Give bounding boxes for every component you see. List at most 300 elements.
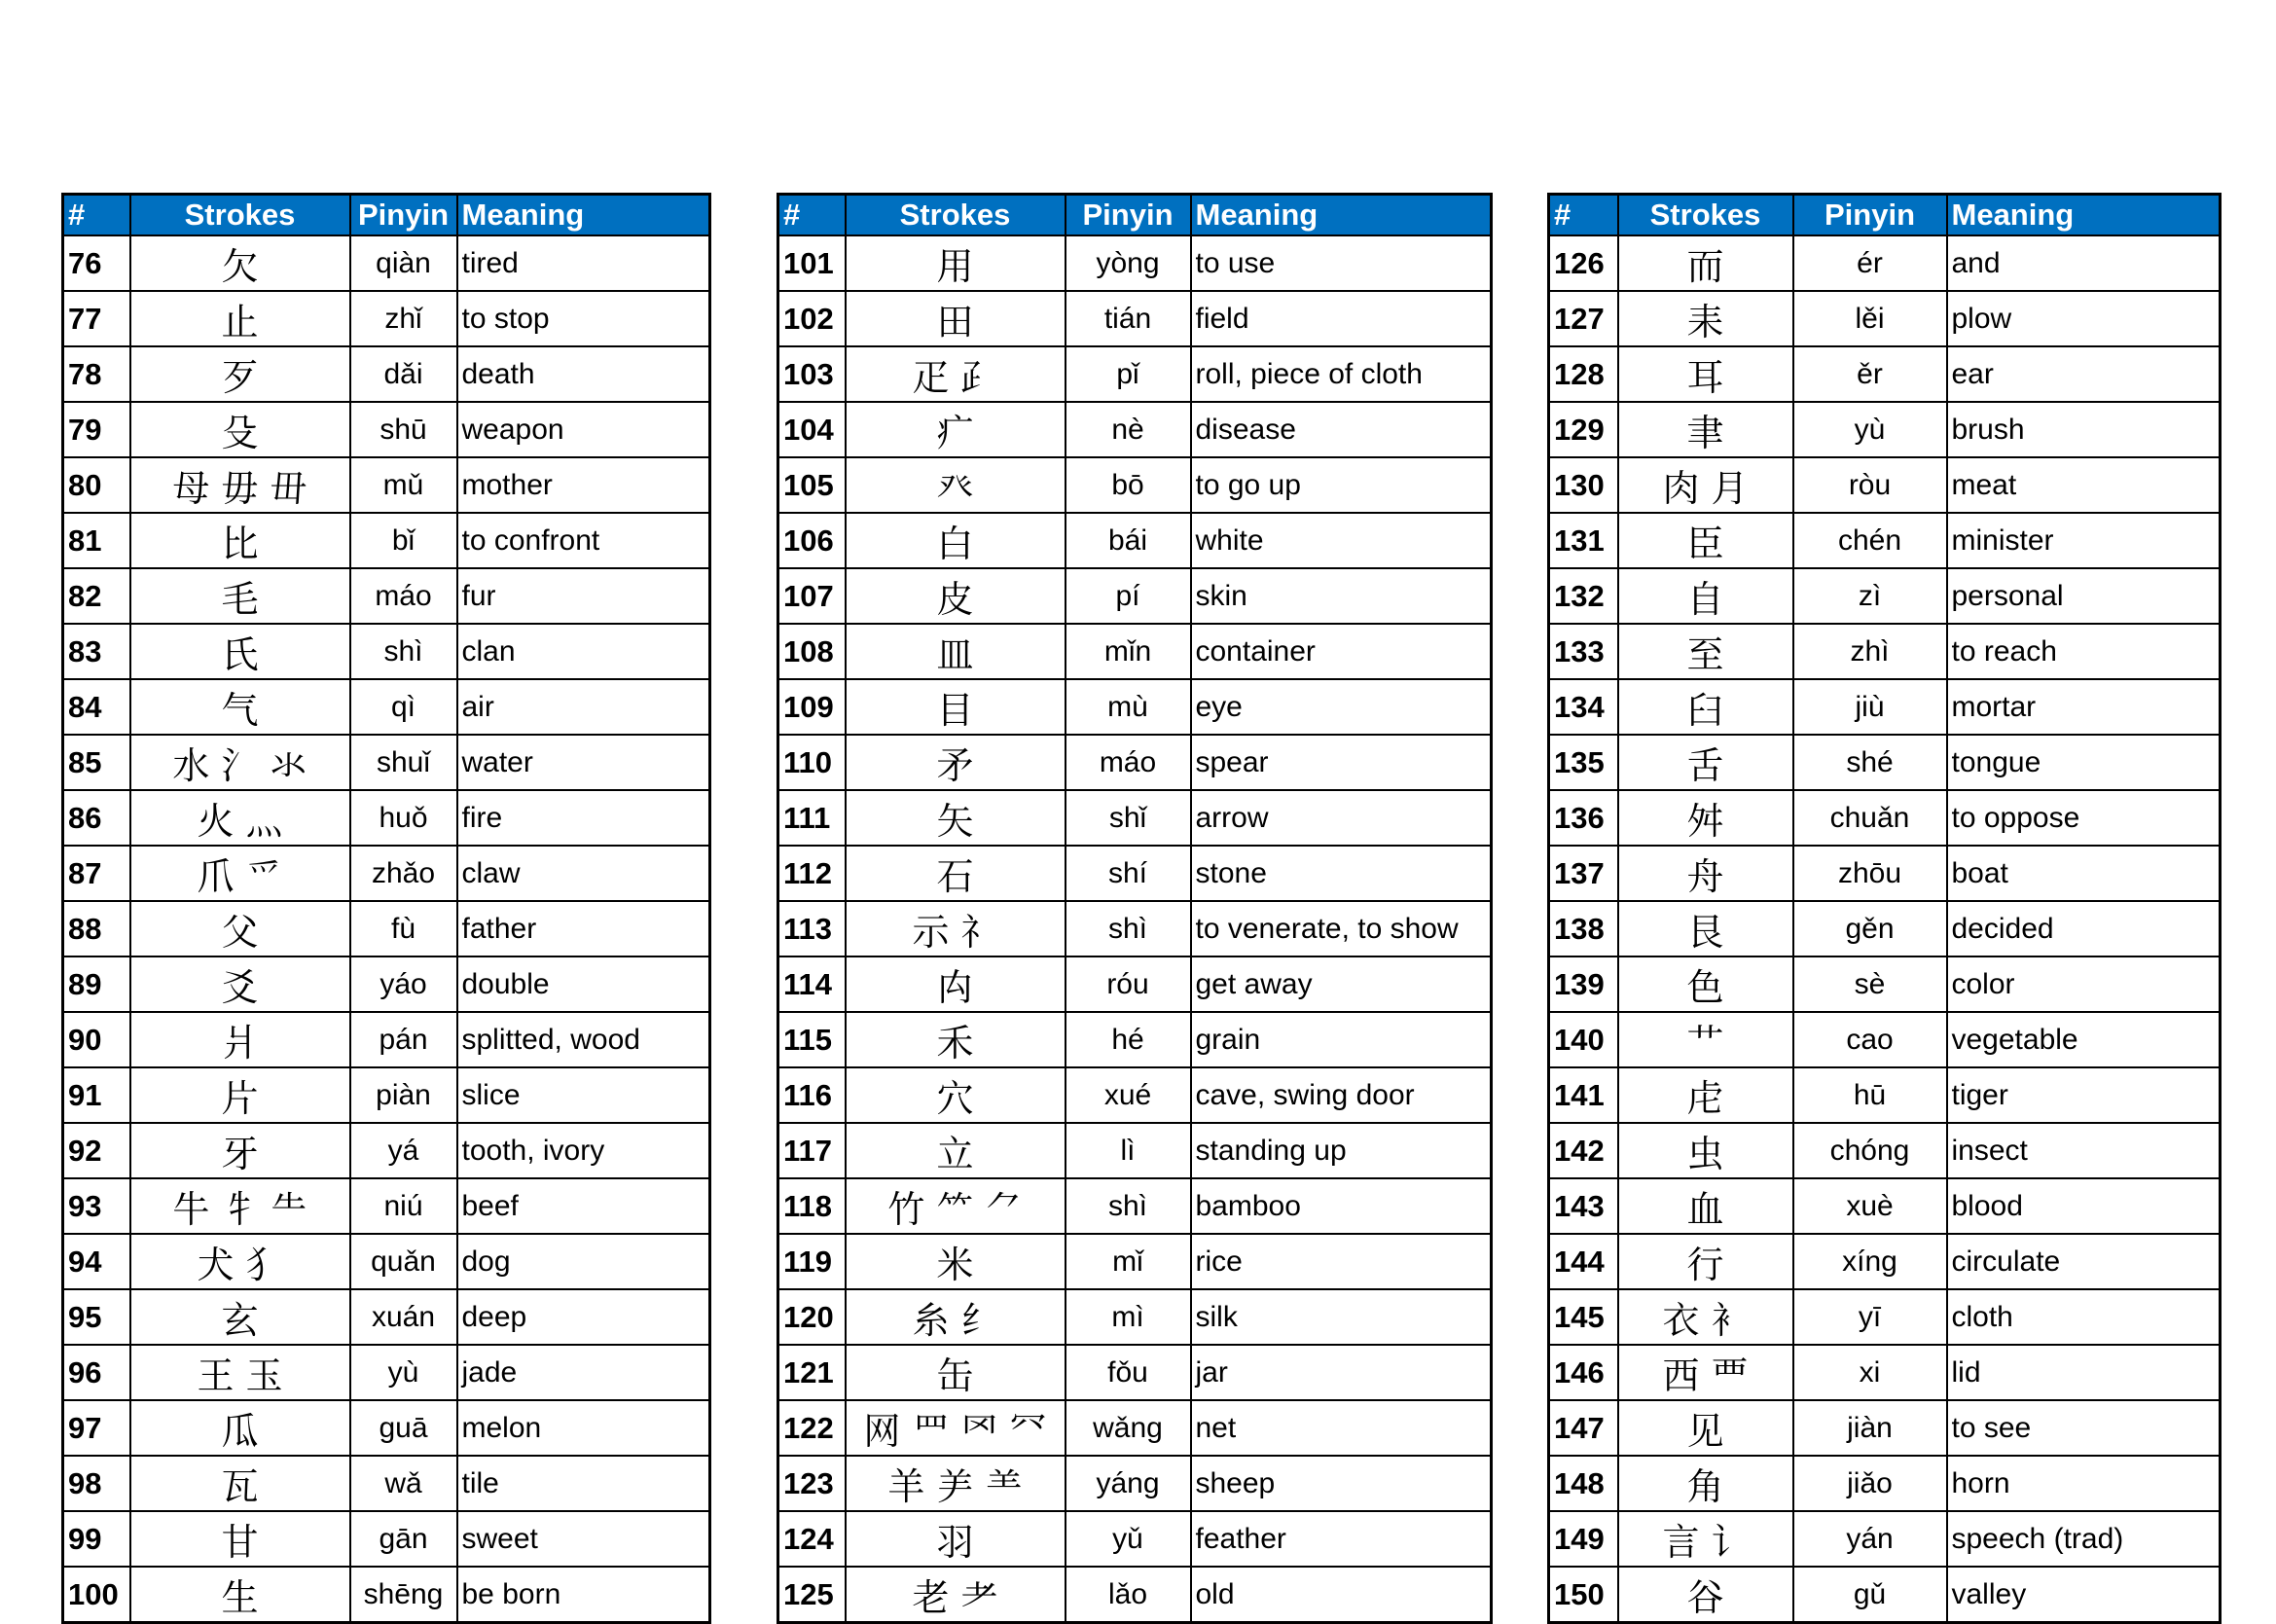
row-number: 140 <box>1549 1012 1618 1067</box>
table-row <box>63 1345 710 1400</box>
row-pinyin: zhì <box>1793 624 1947 679</box>
row-number: 138 <box>1549 901 1618 956</box>
row-meaning: to reach <box>1947 624 2221 679</box>
row-strokes: 石 <box>846 846 1066 901</box>
row-pinyin: gǔ <box>1793 1567 1947 1623</box>
row-strokes: 言 讠 <box>1618 1511 1793 1567</box>
row-meaning: tongue <box>1947 735 2221 790</box>
table-row <box>63 679 710 735</box>
row-pinyin: yù <box>1793 402 1947 457</box>
table-row <box>1549 1178 2221 1234</box>
row-pinyin: bǐ <box>350 513 457 568</box>
row-meaning: speech (trad) <box>1947 1511 2221 1567</box>
header-number: # <box>1549 195 1618 236</box>
row-strokes: 缶 <box>846 1345 1066 1400</box>
row-strokes: 舌 <box>1618 735 1793 790</box>
row-pinyin: mì <box>1066 1289 1191 1345</box>
row-strokes: 竹 ⺮ ⺈ <box>846 1178 1066 1234</box>
row-pinyin: qiàn <box>350 235 457 291</box>
row-pinyin: yáng <box>1066 1456 1191 1511</box>
row-pinyin: cao <box>1793 1012 1947 1067</box>
row-number: 125 <box>778 1567 846 1623</box>
row-number: 91 <box>63 1067 130 1123</box>
row-number: 121 <box>778 1345 846 1400</box>
row-strokes: 爿 <box>130 1012 350 1067</box>
row-strokes: 网 罒 罓 ⺳ <box>846 1400 1066 1456</box>
row-strokes: 牙 <box>130 1123 350 1178</box>
row-pinyin: shuǐ <box>350 735 457 790</box>
table-row <box>1549 735 2221 790</box>
row-pinyin: wǎng <box>1066 1400 1191 1456</box>
table-row <box>778 1345 1492 1400</box>
row-strokes: 疋 ⺪ <box>846 346 1066 402</box>
row-strokes: 母 毋 毌 <box>130 457 350 513</box>
row-pinyin: shí <box>1066 846 1191 901</box>
table-row <box>1549 346 2221 402</box>
row-pinyin: nè <box>1066 402 1191 457</box>
row-pinyin: shì <box>350 624 457 679</box>
row-number: 134 <box>1549 679 1618 735</box>
row-number: 136 <box>1549 790 1618 846</box>
row-strokes: 田 <box>846 291 1066 346</box>
table-row <box>1549 1400 2221 1456</box>
table-row <box>1549 1567 2221 1623</box>
table-row <box>778 1456 1492 1511</box>
row-number: 150 <box>1549 1567 1618 1623</box>
row-meaning: insect <box>1947 1123 2221 1178</box>
row-meaning: to see <box>1947 1400 2221 1456</box>
table-row <box>1549 1511 2221 1567</box>
table-row <box>63 291 710 346</box>
row-strokes: 衣 衤 <box>1618 1289 1793 1345</box>
table-row <box>1549 1456 2221 1511</box>
row-meaning: valley <box>1947 1567 2221 1623</box>
table-header-row <box>63 195 710 236</box>
row-number: 126 <box>1549 235 1618 291</box>
row-number: 81 <box>63 513 130 568</box>
row-strokes: 舟 <box>1618 846 1793 901</box>
table-row <box>1549 457 2221 513</box>
row-pinyin: mǐn <box>1066 624 1191 679</box>
row-number: 77 <box>63 291 130 346</box>
row-number: 95 <box>63 1289 130 1345</box>
row-pinyin: yán <box>1793 1511 1947 1567</box>
row-meaning: to venerate, to show <box>1191 901 1492 956</box>
row-strokes: 臼 <box>1618 679 1793 735</box>
row-number: 117 <box>778 1123 846 1178</box>
row-meaning: mortar <box>1947 679 2221 735</box>
row-strokes: 火 灬 <box>130 790 350 846</box>
row-pinyin: guā <box>350 1400 457 1456</box>
row-number: 141 <box>1549 1067 1618 1123</box>
table-row <box>1549 513 2221 568</box>
row-pinyin: zhǐ <box>350 291 457 346</box>
table-row <box>63 1178 710 1234</box>
row-meaning: plow <box>1947 291 2221 346</box>
row-pinyin: quǎn <box>350 1234 457 1289</box>
row-strokes: 片 <box>130 1067 350 1123</box>
row-number: 145 <box>1549 1289 1618 1345</box>
table-row <box>63 513 710 568</box>
row-pinyin: zhōu <box>1793 846 1947 901</box>
row-strokes: 羽 <box>846 1511 1066 1567</box>
row-meaning: get away <box>1191 956 1492 1012</box>
row-number: 118 <box>778 1178 846 1234</box>
table-row <box>63 956 710 1012</box>
table-row <box>63 1456 710 1511</box>
row-meaning: feather <box>1191 1511 1492 1567</box>
table-row <box>1549 1123 2221 1178</box>
row-strokes: 矛 <box>846 735 1066 790</box>
row-meaning: boat <box>1947 846 2221 901</box>
row-meaning: bamboo <box>1191 1178 1492 1234</box>
row-meaning: cave, swing door <box>1191 1067 1492 1123</box>
row-strokes: 穴 <box>846 1067 1066 1123</box>
row-number: 90 <box>63 1012 130 1067</box>
row-number: 102 <box>778 291 846 346</box>
row-meaning: fur <box>457 568 710 624</box>
row-number: 99 <box>63 1511 130 1567</box>
row-meaning: splitted, wood <box>457 1012 710 1067</box>
row-strokes: 耒 <box>1618 291 1793 346</box>
row-meaning: clan <box>457 624 710 679</box>
row-meaning: dog <box>457 1234 710 1289</box>
row-meaning: weapon <box>457 402 710 457</box>
row-pinyin: hé <box>1066 1012 1191 1067</box>
table-row <box>778 901 1492 956</box>
row-strokes: 老 耂 <box>846 1567 1066 1623</box>
row-meaning: cloth <box>1947 1289 2221 1345</box>
row-pinyin: máo <box>350 568 457 624</box>
row-pinyin: niú <box>350 1178 457 1234</box>
row-strokes: 舛 <box>1618 790 1793 846</box>
row-pinyin: lěi <box>1793 291 1947 346</box>
row-strokes: 殳 <box>130 402 350 457</box>
row-pinyin: zì <box>1793 568 1947 624</box>
row-strokes: 聿 <box>1618 402 1793 457</box>
row-number: 88 <box>63 901 130 956</box>
row-pinyin: mǔ <box>350 457 457 513</box>
table-row <box>63 1067 710 1123</box>
table-row <box>778 457 1492 513</box>
row-number: 108 <box>778 624 846 679</box>
row-meaning: tired <box>457 235 710 291</box>
row-meaning: color <box>1947 956 2221 1012</box>
table-row <box>778 1123 1492 1178</box>
table-row <box>1549 1067 2221 1123</box>
row-meaning: field <box>1191 291 1492 346</box>
row-strokes: 王 玉 <box>130 1345 350 1400</box>
row-pinyin: yáo <box>350 956 457 1012</box>
row-number: 127 <box>1549 291 1618 346</box>
row-number: 92 <box>63 1123 130 1178</box>
table-row <box>778 846 1492 901</box>
row-strokes: 牛 牜 ⺧ <box>130 1178 350 1234</box>
row-strokes: 爻 <box>130 956 350 1012</box>
row-meaning: beef <box>457 1178 710 1234</box>
row-number: 87 <box>63 846 130 901</box>
header-meaning: Meaning <box>457 195 710 236</box>
row-strokes: 止 <box>130 291 350 346</box>
row-meaning: be born <box>457 1567 710 1623</box>
row-pinyin: sè <box>1793 956 1947 1012</box>
row-pinyin: bō <box>1066 457 1191 513</box>
row-pinyin: xi <box>1793 1345 1947 1400</box>
table-row <box>1549 624 2221 679</box>
row-number: 79 <box>63 402 130 457</box>
row-number: 101 <box>778 235 846 291</box>
row-meaning: claw <box>457 846 710 901</box>
row-meaning: old <box>1191 1567 1492 1623</box>
row-strokes: 西 覀 <box>1618 1345 1793 1400</box>
radicals-table-2 <box>777 193 1493 1624</box>
row-number: 146 <box>1549 1345 1618 1400</box>
row-meaning: roll, piece of cloth <box>1191 346 1492 402</box>
row-meaning: to stop <box>457 291 710 346</box>
table-row <box>778 568 1492 624</box>
row-meaning: to go up <box>1191 457 1492 513</box>
row-meaning: jar <box>1191 1345 1492 1400</box>
row-strokes: 玄 <box>130 1289 350 1345</box>
row-strokes: 至 <box>1618 624 1793 679</box>
row-number: 111 <box>778 790 846 846</box>
table-row <box>1549 402 2221 457</box>
row-strokes: 犬 犭 <box>130 1234 350 1289</box>
table-row <box>778 402 1492 457</box>
row-strokes: 皿 <box>846 624 1066 679</box>
table-row <box>1549 235 2221 291</box>
row-meaning: silk <box>1191 1289 1492 1345</box>
row-meaning: meat <box>1947 457 2221 513</box>
row-pinyin: huǒ <box>350 790 457 846</box>
row-pinyin: zhǎo <box>350 846 457 901</box>
row-meaning: blood <box>1947 1178 2221 1234</box>
row-strokes: 见 <box>1618 1400 1793 1456</box>
row-pinyin: ròu <box>1793 457 1947 513</box>
row-number: 107 <box>778 568 846 624</box>
table-header-row <box>1549 195 2221 236</box>
table-row <box>1549 1289 2221 1345</box>
row-meaning: lid <box>1947 1345 2221 1400</box>
row-pinyin: yī <box>1793 1289 1947 1345</box>
row-pinyin: gān <box>350 1511 457 1567</box>
row-number: 85 <box>63 735 130 790</box>
table-row <box>778 513 1492 568</box>
row-number: 139 <box>1549 956 1618 1012</box>
row-pinyin: jiàn <box>1793 1400 1947 1456</box>
row-strokes: 色 <box>1618 956 1793 1012</box>
row-meaning: to use <box>1191 235 1492 291</box>
table-row <box>1549 901 2221 956</box>
radicals-table-3 <box>1547 193 2222 1624</box>
row-number: 96 <box>63 1345 130 1400</box>
row-number: 143 <box>1549 1178 1618 1234</box>
table-row <box>1549 846 2221 901</box>
row-strokes: 禾 <box>846 1012 1066 1067</box>
row-pinyin: pǐ <box>1066 346 1191 402</box>
row-pinyin: xué <box>1066 1067 1191 1123</box>
table-row <box>63 568 710 624</box>
row-meaning: water <box>457 735 710 790</box>
header-strokes: Strokes <box>846 195 1066 236</box>
row-number: 109 <box>778 679 846 735</box>
row-meaning: sweet <box>457 1511 710 1567</box>
table-row <box>63 1511 710 1567</box>
row-pinyin: yù <box>350 1345 457 1400</box>
row-number: 78 <box>63 346 130 402</box>
row-strokes: 欠 <box>130 235 350 291</box>
row-pinyin: wǎ <box>350 1456 457 1511</box>
row-pinyin: pán <box>350 1012 457 1067</box>
row-meaning: personal <box>1947 568 2221 624</box>
row-strokes: 耳 <box>1618 346 1793 402</box>
row-pinyin: chuǎn <box>1793 790 1947 846</box>
row-pinyin: dǎi <box>350 346 457 402</box>
row-meaning: arrow <box>1191 790 1492 846</box>
row-strokes: 气 <box>130 679 350 735</box>
row-number: 114 <box>778 956 846 1012</box>
table-row <box>63 1567 710 1623</box>
row-number: 112 <box>778 846 846 901</box>
row-number: 130 <box>1549 457 1618 513</box>
table-row <box>778 1400 1492 1456</box>
table-row <box>63 402 710 457</box>
row-number: 83 <box>63 624 130 679</box>
row-number: 94 <box>63 1234 130 1289</box>
row-strokes: 行 <box>1618 1234 1793 1289</box>
row-meaning: tile <box>457 1456 710 1511</box>
header-strokes: Strokes <box>130 195 350 236</box>
row-number: 89 <box>63 956 130 1012</box>
row-strokes: 示 礻 <box>846 901 1066 956</box>
table-row <box>63 1234 710 1289</box>
row-meaning: slice <box>457 1067 710 1123</box>
row-meaning: sheep <box>1191 1456 1492 1511</box>
table-row <box>778 1012 1492 1067</box>
row-meaning: mother <box>457 457 710 513</box>
row-number: 147 <box>1549 1400 1618 1456</box>
row-pinyin: ér <box>1793 235 1947 291</box>
row-pinyin: róu <box>1066 956 1191 1012</box>
row-meaning: standing up <box>1191 1123 1492 1178</box>
row-meaning: rice <box>1191 1234 1492 1289</box>
table-row <box>778 624 1492 679</box>
row-pinyin: hū <box>1793 1067 1947 1123</box>
row-strokes: 矢 <box>846 790 1066 846</box>
row-pinyin: mǐ <box>1066 1234 1191 1289</box>
table-row <box>778 1067 1492 1123</box>
row-meaning: to confront <box>457 513 710 568</box>
row-meaning: air <box>457 679 710 735</box>
row-number: 106 <box>778 513 846 568</box>
row-number: 119 <box>778 1234 846 1289</box>
row-strokes: 水 氵 氺 <box>130 735 350 790</box>
row-meaning: skin <box>1191 568 1492 624</box>
row-meaning: stone <box>1191 846 1492 901</box>
row-number: 144 <box>1549 1234 1618 1289</box>
row-strokes: 爪 爫 <box>130 846 350 901</box>
row-meaning: spear <box>1191 735 1492 790</box>
row-strokes: 父 <box>130 901 350 956</box>
table-row <box>63 235 710 291</box>
table-row <box>63 735 710 790</box>
row-strokes: 血 <box>1618 1178 1793 1234</box>
row-number: 113 <box>778 901 846 956</box>
row-meaning: horn <box>1947 1456 2221 1511</box>
table-row <box>63 1289 710 1345</box>
row-strokes: 虫 <box>1618 1123 1793 1178</box>
row-pinyin: yá <box>350 1123 457 1178</box>
row-meaning: circulate <box>1947 1234 2221 1289</box>
row-meaning: tiger <box>1947 1067 2221 1123</box>
row-strokes: 糸 纟 <box>846 1289 1066 1345</box>
row-pinyin: shé <box>1793 735 1947 790</box>
row-meaning: fire <box>457 790 710 846</box>
row-pinyin: ěr <box>1793 346 1947 402</box>
row-pinyin: xuè <box>1793 1178 1947 1234</box>
row-pinyin: shū <box>350 402 457 457</box>
row-pinyin: bái <box>1066 513 1191 568</box>
row-number: 86 <box>63 790 130 846</box>
row-meaning: to oppose <box>1947 790 2221 846</box>
table-row <box>63 790 710 846</box>
row-meaning: ear <box>1947 346 2221 402</box>
header-strokes: Strokes <box>1618 195 1793 236</box>
row-strokes: 立 <box>846 1123 1066 1178</box>
table-row <box>63 457 710 513</box>
row-strokes: 而 <box>1618 235 1793 291</box>
table-row <box>1549 568 2221 624</box>
row-pinyin: jiǎo <box>1793 1456 1947 1511</box>
table-row <box>63 1400 710 1456</box>
row-number: 84 <box>63 679 130 735</box>
table-row <box>1549 679 2221 735</box>
row-meaning: white <box>1191 513 1492 568</box>
row-strokes: 羊 ⺶ ⺷ <box>846 1456 1066 1511</box>
row-pinyin: xuán <box>350 1289 457 1345</box>
row-meaning: disease <box>1191 402 1492 457</box>
row-number: 110 <box>778 735 846 790</box>
row-strokes: 皮 <box>846 568 1066 624</box>
row-number: 129 <box>1549 402 1618 457</box>
row-strokes: 禸 <box>846 956 1066 1012</box>
table-row <box>1549 790 2221 846</box>
row-strokes: 谷 <box>1618 1567 1793 1623</box>
row-meaning: death <box>457 346 710 402</box>
row-number: 135 <box>1549 735 1618 790</box>
row-number: 82 <box>63 568 130 624</box>
row-pinyin: xíng <box>1793 1234 1947 1289</box>
row-pinyin: máo <box>1066 735 1191 790</box>
row-number: 128 <box>1549 346 1618 402</box>
row-meaning: container <box>1191 624 1492 679</box>
table-row <box>63 901 710 956</box>
row-number: 97 <box>63 1400 130 1456</box>
row-strokes: 歹 <box>130 346 350 402</box>
row-strokes: 目 <box>846 679 1066 735</box>
table-row <box>778 1234 1492 1289</box>
table-row <box>63 346 710 402</box>
row-pinyin: mù <box>1066 679 1191 735</box>
table-row <box>1549 1345 2221 1400</box>
header-number: # <box>778 195 846 236</box>
row-strokes: 甘 <box>130 1511 350 1567</box>
row-number: 104 <box>778 402 846 457</box>
row-number: 131 <box>1549 513 1618 568</box>
table-row <box>1549 1012 2221 1067</box>
row-number: 98 <box>63 1456 130 1511</box>
row-number: 142 <box>1549 1123 1618 1178</box>
